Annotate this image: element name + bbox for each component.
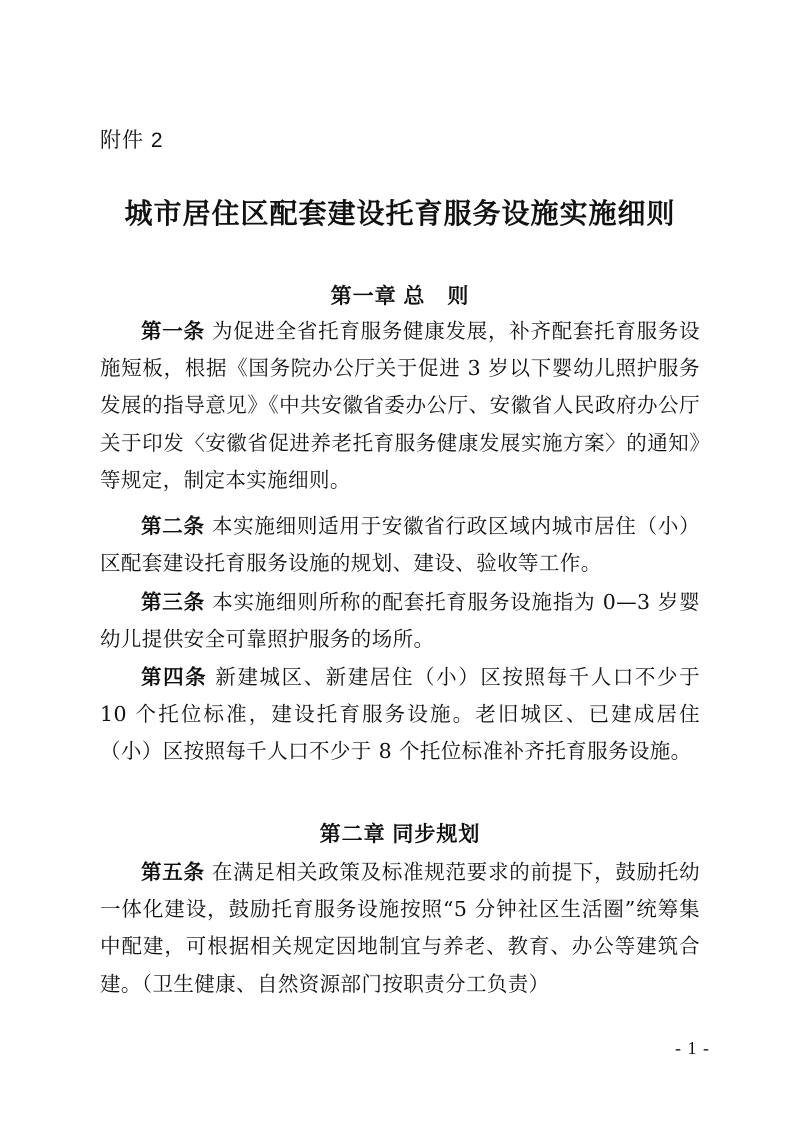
article-5-text: 在满足相关政策及标准规范要求的前提下，鼓励托幼一体化建设，鼓励托育服务设施按照“5 分钟社区生活圈”统筹集中配建，可根据相关规定因地制宜与养老、教育、办公等建筑合建。（卫生健康、自然资源部门按职责分工负责） bbox=[100, 860, 700, 996]
article-1 bbox=[100, 313, 700, 499]
article-4 bbox=[100, 659, 700, 771]
article-1-label: 第一条 bbox=[141, 319, 205, 343]
chapter-2-title: 第二章 同步规划 bbox=[319, 823, 481, 846]
article-3-label: 第三条 bbox=[141, 590, 205, 614]
article-1-text: 为促进全省托育服务健康发展，补齐配套托育服务设施短板，根据《国务院办公厅关于促进 3 岁以下婴幼儿照护服务发展的指导意见》《中共安徽省委办公厅、安徽省人民政府办公厅关于印发〈安徽省促进养老托育服务健康发展实施方案〉的通知》等规定，制定本实施细则。 bbox=[100, 319, 700, 492]
article-4-label: 第四条 bbox=[141, 665, 208, 689]
article-5-label: 第五条 bbox=[141, 860, 205, 884]
article-2 bbox=[100, 508, 700, 582]
article-3 bbox=[100, 584, 700, 658]
document-title: 城市居住区配套建设托育服务设施实施细则 bbox=[124, 197, 676, 230]
article-3-text: 本实施细则所称的配套托育服务设施指为 0—3 岁婴幼儿提供安全可靠照护服务的场所。 bbox=[100, 590, 700, 652]
article-2-label: 第二条 bbox=[141, 514, 205, 538]
chapter-1-title: 第一章 总 则 bbox=[330, 285, 470, 308]
page-number: - 1 - bbox=[675, 1038, 710, 1058]
article-4-text: 新建城区、新建居住（小）区按照每千人口不少于 10 个托位标准，建设托育服务设施。老旧城区、已建成居住（小）区按照每千人口不少于 8 个托位标准补齐托育服务设施。 bbox=[100, 665, 700, 764]
article-2-text: 本实施细则适用于安徽省行政区域内城市居住（小）区配套建设托育服务设施的规划、建设、验收等工作。 bbox=[100, 514, 700, 576]
article-5 bbox=[100, 854, 700, 1003]
attachment-label: 附件 2 bbox=[100, 129, 164, 152]
